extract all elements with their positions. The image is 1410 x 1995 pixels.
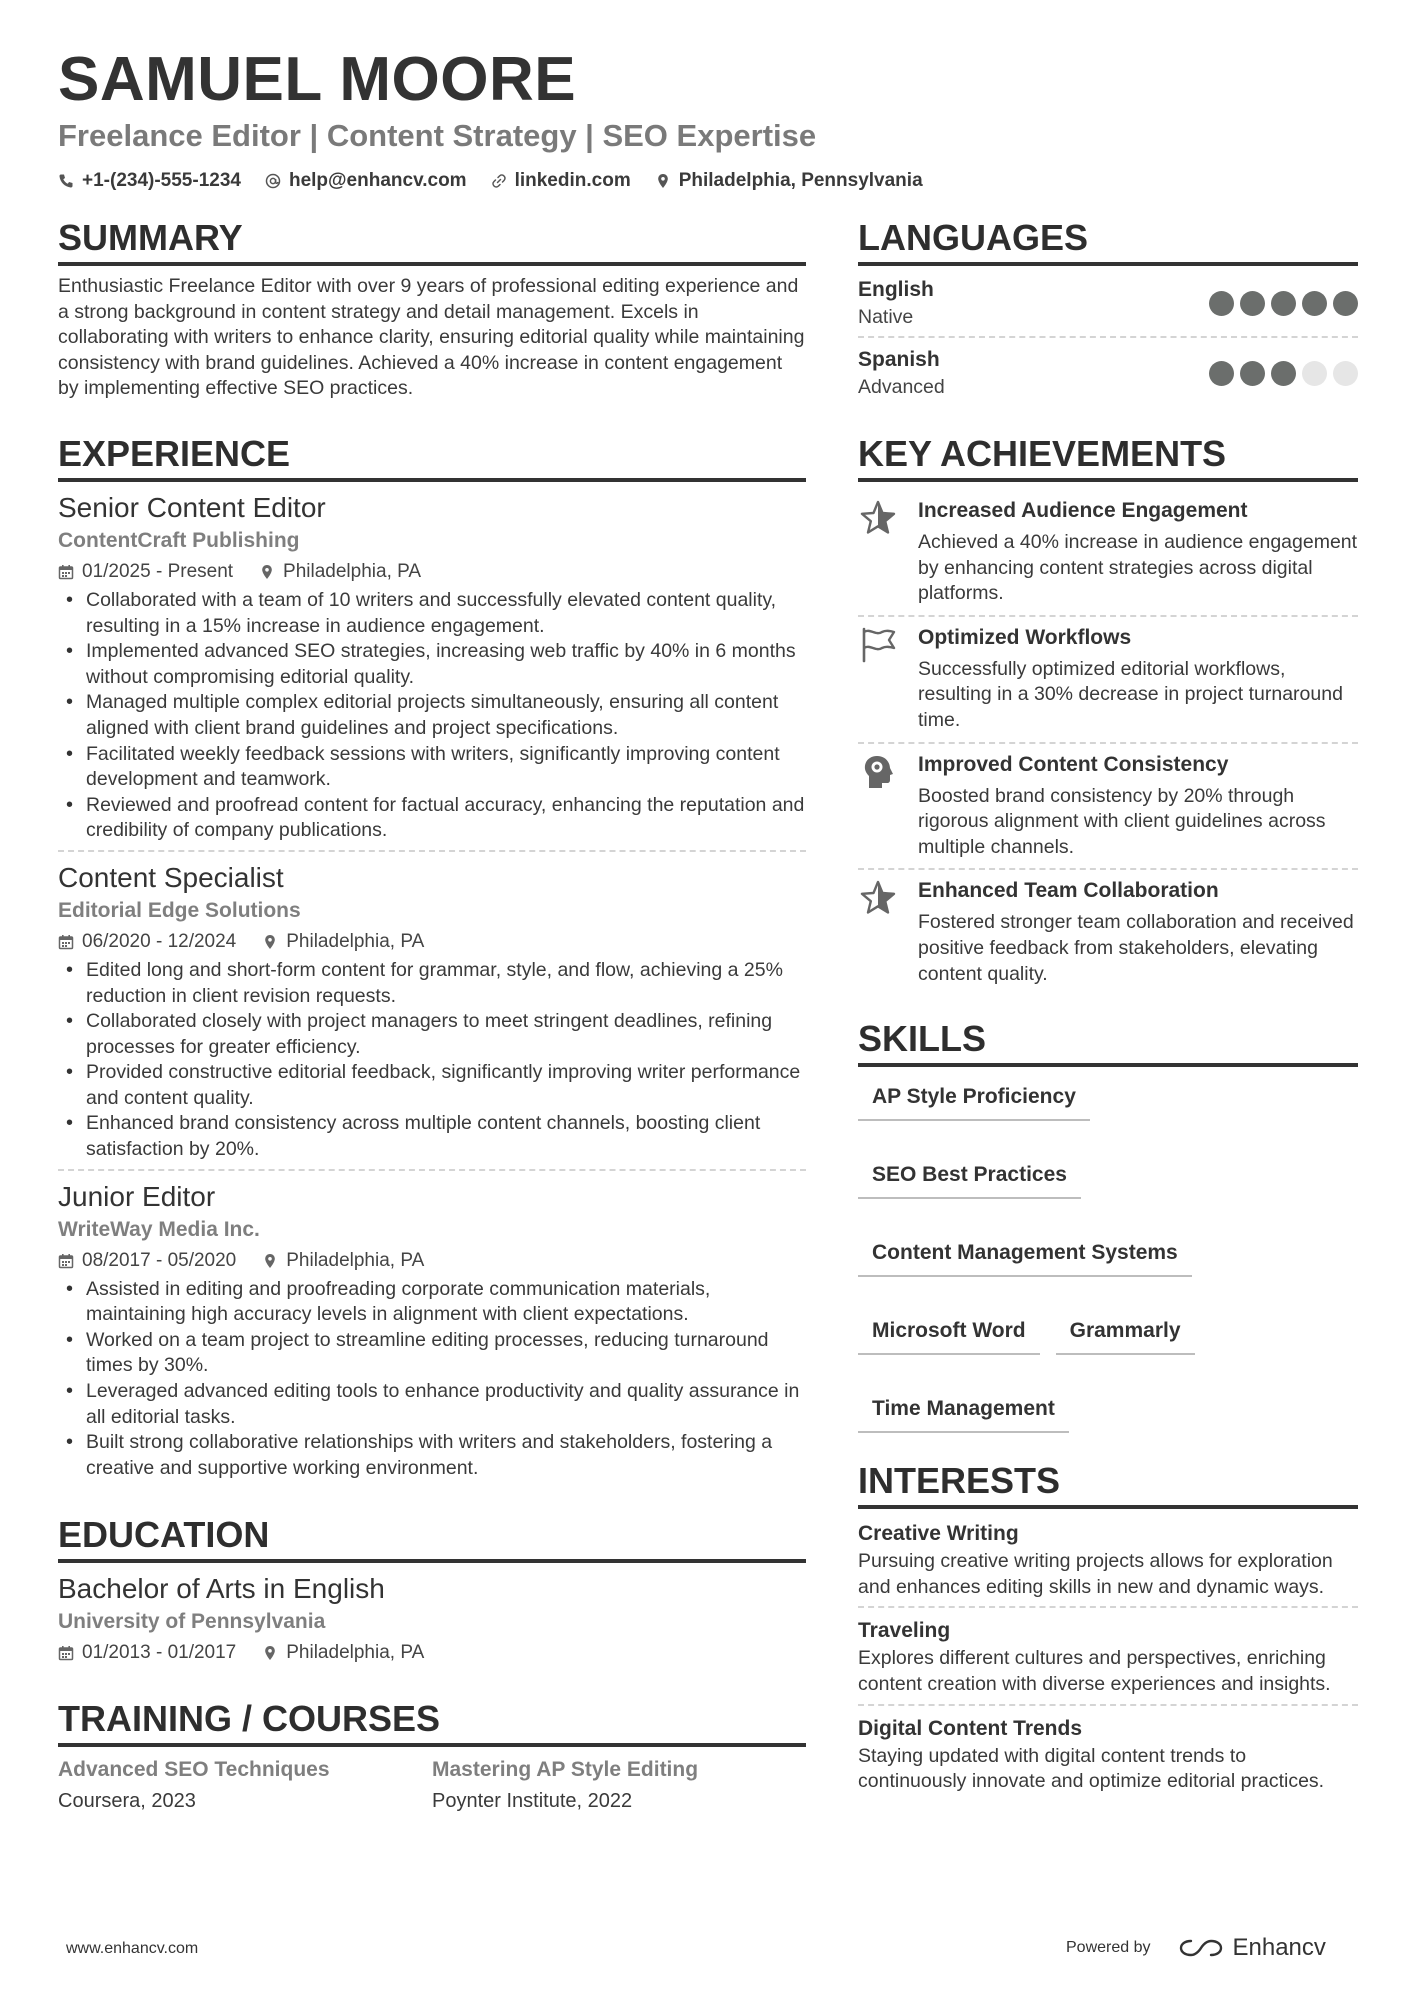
job-location xyxy=(262,928,424,956)
job-meta xyxy=(58,1247,806,1275)
brand-name: Enhancv xyxy=(1232,1934,1326,1961)
interest-item xyxy=(858,1712,1358,1801)
company-name: WriteWay Media Inc. xyxy=(58,1217,260,1241)
skill-tag: Content Management Systems xyxy=(858,1231,1192,1277)
school-name: University of Pennsylvania xyxy=(58,1610,326,1634)
rating-dot xyxy=(1302,291,1327,316)
bullet-item: • Built strong collaborative relationships with writers and stakeholders, fostering a creative and supportive working environment. xyxy=(58,1430,806,1481)
job-entry xyxy=(58,1179,806,1488)
right-column xyxy=(858,216,1358,1807)
skill-tag: AP Style Proficiency xyxy=(858,1075,1090,1121)
footer-branding xyxy=(1066,1934,1326,1962)
job-location xyxy=(259,558,421,586)
education-location-text: Philadelphia, PA xyxy=(286,1642,425,1664)
job-location-text: Philadelphia, PA xyxy=(286,930,425,952)
linkedin-text: linkedin.com xyxy=(514,170,631,191)
bullet-item: • Worked on a team project to streamline editing processes, reducing turnaround times by 30%. xyxy=(58,1328,806,1379)
job-dates-text: 08/2017 - 05/2020 xyxy=(82,1249,237,1271)
contact-location xyxy=(655,168,923,194)
course-provider: Coursera, 2023 xyxy=(58,1790,196,1813)
rating-dot xyxy=(1302,361,1327,386)
bullet-item: • Facilitated weekly feedback sessions with writers, significantly improving content development and teamwork. xyxy=(58,742,806,793)
courses-list xyxy=(58,1755,806,1817)
company-name: ContentCraft Publishing xyxy=(58,528,300,552)
interest-title: Traveling xyxy=(858,1619,951,1643)
job-bullets xyxy=(58,1277,806,1482)
interest-title: Digital Content Trends xyxy=(858,1716,1083,1740)
interest-desc: Explores different cultures and perspectives, enriching content creation with diverse experiences and insights. xyxy=(858,1647,1331,1695)
interest-title: Creative Writing xyxy=(858,1522,1019,1546)
bullet-item: • Collaborated closely with project managers to meet stringent deadlines, refining processes for greater efficiency. xyxy=(58,1009,806,1060)
education-location xyxy=(262,1639,424,1667)
job-dates xyxy=(58,928,236,956)
interest-item xyxy=(858,1614,1358,1705)
job-location xyxy=(262,1247,424,1275)
achievement-item xyxy=(858,617,1358,744)
education-entry xyxy=(58,1571,806,1667)
job-dates-text: 06/2020 - 12/2024 xyxy=(82,930,237,952)
calendar-icon xyxy=(58,1253,74,1269)
education-meta xyxy=(58,1639,806,1667)
course-item xyxy=(432,1755,806,1817)
job-entry xyxy=(58,490,806,852)
achievements-heading: KEY ACHIEVEMENTS xyxy=(858,432,1358,482)
job-title: Content Specialist xyxy=(58,861,284,893)
calendar-icon xyxy=(58,934,74,950)
candidate-title: Freelance Editor | Content Strategy | SEO Expertise xyxy=(58,118,817,153)
email-text: help@enhancv.com xyxy=(288,170,467,191)
bullet-item: • Enhanced brand consistency across multiple content channels, boosting client satisfaction by 20%. xyxy=(58,1111,806,1162)
footer-website[interactable]: www.enhancv.com xyxy=(66,1940,199,1957)
skill-tag: Time Management xyxy=(858,1387,1069,1433)
interest-item xyxy=(858,1517,1358,1608)
language-name: English xyxy=(858,278,934,301)
achievement-desc: Achieved a 40% increase in audience engagement by enhancing content strategies across digital platforms. xyxy=(918,531,1358,605)
language-name: Spanish xyxy=(858,348,940,371)
achievement-title: Optimized Workflows xyxy=(918,625,1132,649)
calendar-icon xyxy=(58,1645,74,1661)
contact-phone[interactable] xyxy=(58,168,241,194)
interest-desc: Staying updated with digital content trends to continuously innovate and optimize editorial practices. xyxy=(858,1744,1325,1793)
skill-tag: SEO Best Practices xyxy=(858,1153,1081,1199)
achievement-item xyxy=(858,870,1358,995)
summary-heading: SUMMARY xyxy=(58,216,806,266)
candidate-name: SAMUEL MOORE xyxy=(58,45,577,114)
job-title: Junior Editor xyxy=(58,1180,216,1212)
phone-icon xyxy=(58,173,74,189)
language-rating xyxy=(1209,361,1358,386)
interest-desc: Pursuing creative writing projects allows for exploration and enhances editing skills in new and dynamic ways. xyxy=(858,1550,1333,1598)
job-location-text: Philadelphia, PA xyxy=(286,1249,425,1271)
rating-dot xyxy=(1333,361,1358,386)
language-item xyxy=(858,274,1358,338)
bullet-item: • Reviewed and proofread content for factual accuracy, enhancing the reputation and credibility of company publications. xyxy=(58,793,806,844)
education-dates xyxy=(58,1639,236,1667)
flag-icon xyxy=(858,625,898,665)
company-name: Editorial Edge Solutions xyxy=(58,898,301,922)
job-dates xyxy=(58,558,233,586)
job-entry xyxy=(58,860,806,1171)
education-dates-text: 01/2013 - 01/2017 xyxy=(82,1642,237,1664)
left-column xyxy=(58,216,806,1817)
contact-bar xyxy=(58,168,923,194)
bullet-item: • Provided constructive editorial feedback, significantly improving writer performance and content quality. xyxy=(58,1060,806,1111)
phone-text: +1-(234)-555-1234 xyxy=(82,170,241,191)
achievement-title: Improved Content Consistency xyxy=(918,752,1229,776)
course-provider: Poynter Institute, 2022 xyxy=(432,1790,633,1813)
location-pin-icon xyxy=(262,1645,278,1661)
job-bullets xyxy=(58,958,806,1163)
rating-dot xyxy=(1240,361,1265,386)
skills-heading: SKILLS xyxy=(858,1017,1358,1067)
bullet-item: • Edited long and short-form content for grammar, style, and flow, achieving a 25% reduction in client revision requests. xyxy=(58,958,806,1009)
head-icon xyxy=(858,752,898,792)
achievement-item xyxy=(858,744,1358,871)
job-meta xyxy=(58,928,806,956)
language-item xyxy=(858,344,1358,406)
rating-dot xyxy=(1209,291,1234,316)
language-level: Advanced xyxy=(858,376,945,398)
enhancv-logo-icon xyxy=(1177,1935,1225,1961)
bullet-item: • Assisted in editing and proofreading corporate communication materials, maintaining high accuracy levels in alignment with client expectations. xyxy=(58,1277,806,1328)
rating-dot xyxy=(1209,361,1234,386)
achievement-item xyxy=(858,490,1358,617)
experience-heading: EXPERIENCE xyxy=(58,432,806,482)
achievement-title: Enhanced Team Collaboration xyxy=(918,879,1219,903)
brand-logo[interactable] xyxy=(1177,1934,1326,1962)
rating-dot xyxy=(1333,291,1358,316)
star-icon xyxy=(858,498,898,538)
bullet-item: • Managed multiple complex editorial projects simultaneously, ensuring all content aligned with client brand guidelines and project specifications. xyxy=(58,690,806,741)
location-pin-icon xyxy=(655,173,671,189)
contact-email[interactable] xyxy=(265,168,467,194)
rating-dot xyxy=(1271,361,1296,386)
course-title: Mastering AP Style Editing xyxy=(432,1758,699,1782)
rating-dot xyxy=(1240,291,1265,316)
training-heading: TRAINING / COURSES xyxy=(58,1697,806,1747)
job-dates-text: 01/2025 - Present xyxy=(82,560,234,582)
location-text: Philadelphia, Pennsylvania xyxy=(678,170,923,191)
powered-by-label: Powered by xyxy=(1066,1939,1151,1956)
course-title: Advanced SEO Techniques xyxy=(58,1758,330,1782)
location-pin-icon xyxy=(262,934,278,950)
contact-linkedin[interactable] xyxy=(491,168,631,194)
skills-list xyxy=(858,1075,1358,1433)
location-pin-icon xyxy=(262,1253,278,1269)
link-icon xyxy=(491,173,507,189)
rating-dot xyxy=(1271,291,1296,316)
skill-tag: Grammarly xyxy=(1056,1309,1195,1355)
star-icon xyxy=(858,878,898,918)
achievement-desc: Boosted brand consistency by 20% through rigorous alignment with client guidelines across multiple channels. xyxy=(918,784,1326,858)
job-dates xyxy=(58,1247,236,1275)
language-rating xyxy=(1209,291,1358,316)
job-meta xyxy=(58,558,806,586)
achievement-desc: Successfully optimized editorial workflows, resulting in a 30% decrease in project turnaround time. xyxy=(918,657,1343,731)
location-pin-icon xyxy=(259,564,275,580)
summary-text: Enthusiastic Freelance Editor with over 9 years of professional editing experience and a strong background in content strategy and detail management. Excels in collaborating with writers to enhance clarity, ensuring editorial quality while maintaining consistency with brand guidelines. Achieved a 40% increase in content engagement by implementing effective SEO practices. xyxy=(58,275,805,400)
languages-heading: LANGUAGES xyxy=(858,216,1358,266)
bullet-item: • Collaborated with a team of 10 writers and successfully elevated content quality, resulting in a 15% increase in audience engagement. xyxy=(58,588,806,639)
bullet-item: • Leveraged advanced editing tools to enhance productivity and quality assurance in all editorial tasks. xyxy=(58,1379,806,1430)
job-bullets xyxy=(58,588,806,844)
language-level: Native xyxy=(858,306,914,328)
at-icon xyxy=(265,173,281,189)
interests-heading: INTERESTS xyxy=(858,1459,1358,1509)
achievement-desc: Fostered stronger team collaboration and received positive feedback from stakeholders, elevating content quality. xyxy=(918,911,1354,985)
bullet-item: • Implemented advanced SEO strategies, increasing web traffic by 40% in 6 months without compromising editorial quality. xyxy=(58,639,806,690)
course-item xyxy=(58,1755,432,1817)
achievement-title: Increased Audience Engagement xyxy=(918,499,1248,522)
job-location-text: Philadelphia, PA xyxy=(283,560,422,582)
skill-tag: Microsoft Word xyxy=(858,1309,1040,1355)
job-title: Senior Content Editor xyxy=(58,491,326,523)
degree: Bachelor of Arts in English xyxy=(58,1573,385,1605)
calendar-icon xyxy=(58,564,74,580)
education-heading: EDUCATION xyxy=(58,1513,806,1563)
